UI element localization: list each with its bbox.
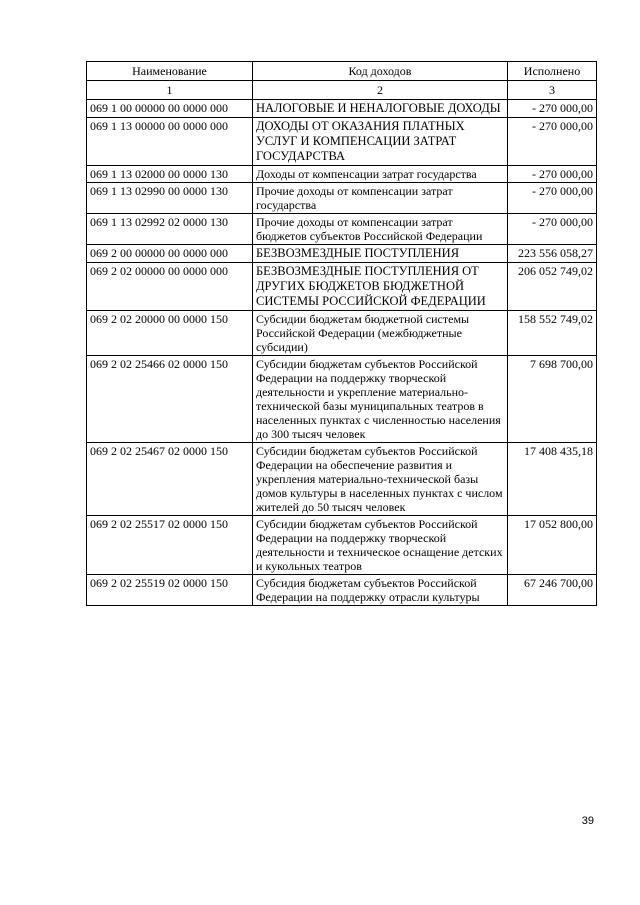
column-number-row: [87, 81, 597, 100]
executed-amount-cell: 158 552 749,02: [508, 311, 597, 356]
header-row: [87, 62, 597, 81]
table-row: [87, 575, 597, 606]
revenue-table: [86, 61, 597, 606]
table-row: [87, 166, 597, 183]
item-name-cell: Субсидия бюджетам субъектов Российской Федерации на поддержку отрасли культуры: [253, 575, 508, 606]
item-name-cell: БЕЗВОЗМЕЗДНЫЕ ПОСТУПЛЕНИЯ: [253, 245, 508, 263]
revenue-code-cell: 069 1 00 00000 00 0000 000: [87, 100, 253, 118]
column-number: 2: [253, 81, 508, 100]
item-name-cell: Прочие доходы от компенсации затрат государства: [253, 183, 508, 214]
table-row: [87, 245, 597, 263]
revenue-code-cell: 069 1 13 02000 00 0000 130: [87, 166, 253, 183]
revenue-code-cell: 069 2 02 25519 02 0000 150: [87, 575, 253, 606]
column-number: 1: [87, 81, 253, 100]
revenue-code-cell: 069 1 13 02992 02 0000 130: [87, 214, 253, 245]
executed-amount-cell: - 270 000,00: [508, 183, 597, 214]
executed-amount-cell: 17 052 800,00: [508, 516, 597, 575]
revenue-code-cell: 069 1 13 00000 00 0000 000: [87, 118, 253, 166]
item-name-cell: Прочие доходы от компенсации затрат бюджетов субъектов Российской Федерации: [253, 214, 508, 245]
header-name: Наименование: [87, 62, 253, 81]
table-row: [87, 263, 597, 311]
revenue-code-cell: 069 2 02 20000 00 0000 150: [87, 311, 253, 356]
table-row: [87, 443, 597, 516]
item-name-cell: ДОХОДЫ ОТ ОКАЗАНИЯ ПЛАТНЫХ УСЛУГ И КОМПЕНСАЦИИ ЗАТРАТ ГОСУДАРСТВА: [253, 118, 508, 166]
column-number: 3: [508, 81, 597, 100]
executed-amount-cell: 206 052 749,02: [508, 263, 597, 311]
page-number: 39: [581, 815, 594, 827]
executed-amount-cell: - 270 000,00: [508, 166, 597, 183]
item-name-cell: НАЛОГОВЫЕ И НЕНАЛОГОВЫЕ ДОХОДЫ: [253, 100, 508, 118]
revenue-code-cell: 069 2 02 25517 02 0000 150: [87, 516, 253, 575]
revenue-code-cell: 069 2 02 25466 02 0000 150: [87, 356, 253, 443]
executed-amount-cell: 67 246 700,00: [508, 575, 597, 606]
table-row: [87, 311, 597, 356]
item-name-cell: Субсидии бюджетам субъектов Российской Федерации на обеспечение развития и укрепления материально-технической базы домов культуры в населенных пунктах с числом жителей до 50 тысяч человек: [253, 443, 508, 516]
header-executed: Исполнено: [508, 62, 597, 81]
executed-amount-cell: - 270 000,00: [508, 100, 597, 118]
table-body: [87, 100, 597, 606]
revenue-code-cell: 069 2 00 00000 00 0000 000: [87, 245, 253, 263]
table-row: [87, 516, 597, 575]
executed-amount-cell: 17 408 435,18: [508, 443, 597, 516]
item-name-cell: Субсидии бюджетам субъектов Российской Федерации на поддержку творческой деятельности и техническое оснащение детских и кукольных театров: [253, 516, 508, 575]
item-name-cell: БЕЗВОЗМЕЗДНЫЕ ПОСТУПЛЕНИЯ ОТ ДРУГИХ БЮДЖЕТОВ БЮДЖЕТНОЙ СИСТЕМЫ РОССИЙСКОЙ ФЕДЕРАЦИИ: [253, 263, 508, 311]
table-row: [87, 183, 597, 214]
item-name-cell: Субсидии бюджетам бюджетной системы Российской Федерации (межбюджетные субсидии): [253, 311, 508, 356]
table-row: [87, 118, 597, 166]
executed-amount-cell: 7 698 700,00: [508, 356, 597, 443]
table-row: [87, 356, 597, 443]
executed-amount-cell: - 270 000,00: [508, 214, 597, 245]
item-name-cell: Субсидии бюджетам субъектов Российской Федерации на поддержку творческой деятельности и укрепление материально-технической базы муниципальных театров в населенных пунктах с численностью населения до 300 тысяч человек: [253, 356, 508, 443]
revenue-code-cell: 069 1 13 02990 00 0000 130: [87, 183, 253, 214]
revenue-code-cell: 069 2 02 25467 02 0000 150: [87, 443, 253, 516]
executed-amount-cell: - 270 000,00: [508, 118, 597, 166]
executed-amount-cell: 223 556 058,27: [508, 245, 597, 263]
item-name-cell: Доходы от компенсации затрат государства: [253, 166, 508, 183]
table-row: [87, 214, 597, 245]
header-revenue-code: Код доходов: [253, 62, 508, 81]
table-row: [87, 100, 597, 118]
revenue-code-cell: 069 2 02 00000 00 0000 000: [87, 263, 253, 311]
